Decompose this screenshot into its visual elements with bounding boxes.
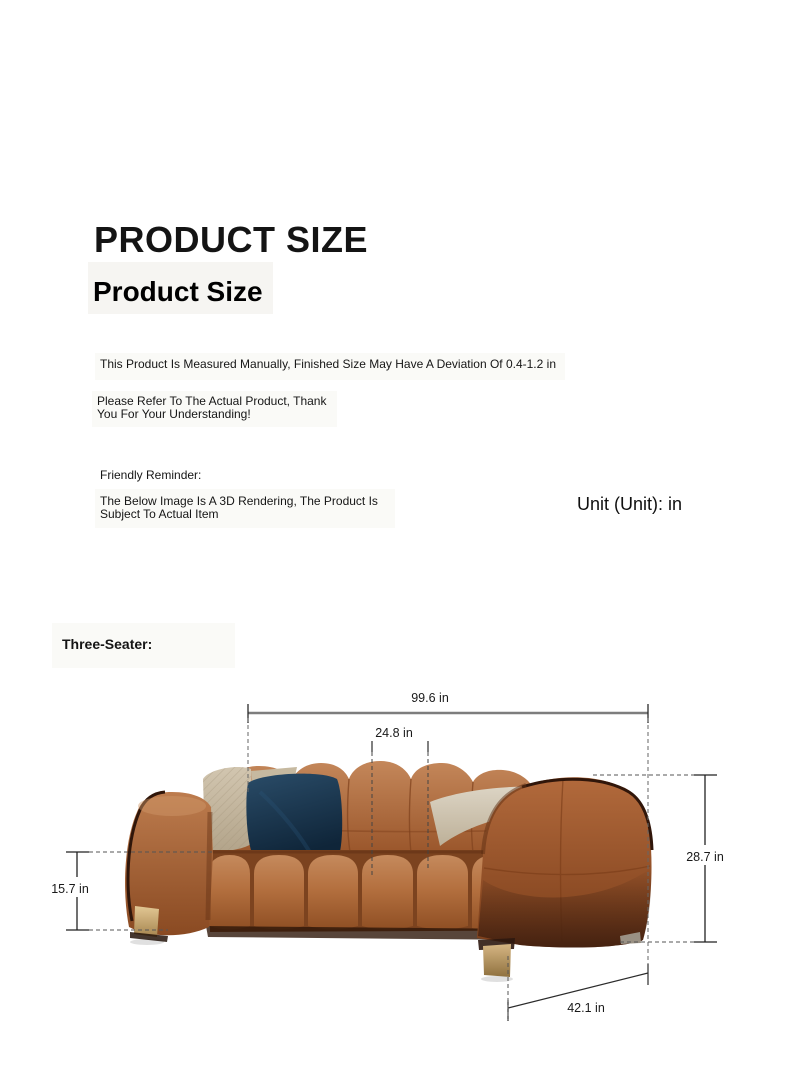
dim-overall-width-label: 99.6 in [411,691,449,705]
dim-overall-height-label: 28.7 in [686,850,724,864]
note-refer-line1: Please Refer To The Actual Product, Thank [97,394,327,408]
note-deviation: This Product Is Measured Manually, Finished Size May Have A Deviation Of 0.4-1.2 in [100,357,556,371]
note-refer-line2: You For Your Understanding! [97,407,251,421]
sofa-size-diagram [0,630,790,1070]
sofa-illustration [125,761,652,982]
page-subtitle: Product Size [93,276,263,307]
friendly-reminder-label: Friendly Reminder: [100,468,202,482]
pillow-navy [246,774,342,860]
page-title: PRODUCT SIZE [94,219,369,260]
dim-depth-label: 42.1 in [567,1001,605,1015]
friendly-reminder-text [100,495,378,521]
unit-label: Unit (Unit): in [577,494,683,514]
dim-back-width-label: 24.8 in [375,726,413,740]
right-arm [477,777,652,947]
note-refer [97,395,326,421]
variant-label: Three-Seater: [62,636,153,652]
sofa-foot-center [478,938,515,982]
friendly-reminder-line1: The Below Image Is A 3D Rendering, The Product Is [100,494,378,508]
friendly-reminder-line2: Subject To Actual Item [100,507,219,521]
dim-depth [508,956,648,1021]
dim-arm-height-label: 15.7 in [51,882,89,896]
